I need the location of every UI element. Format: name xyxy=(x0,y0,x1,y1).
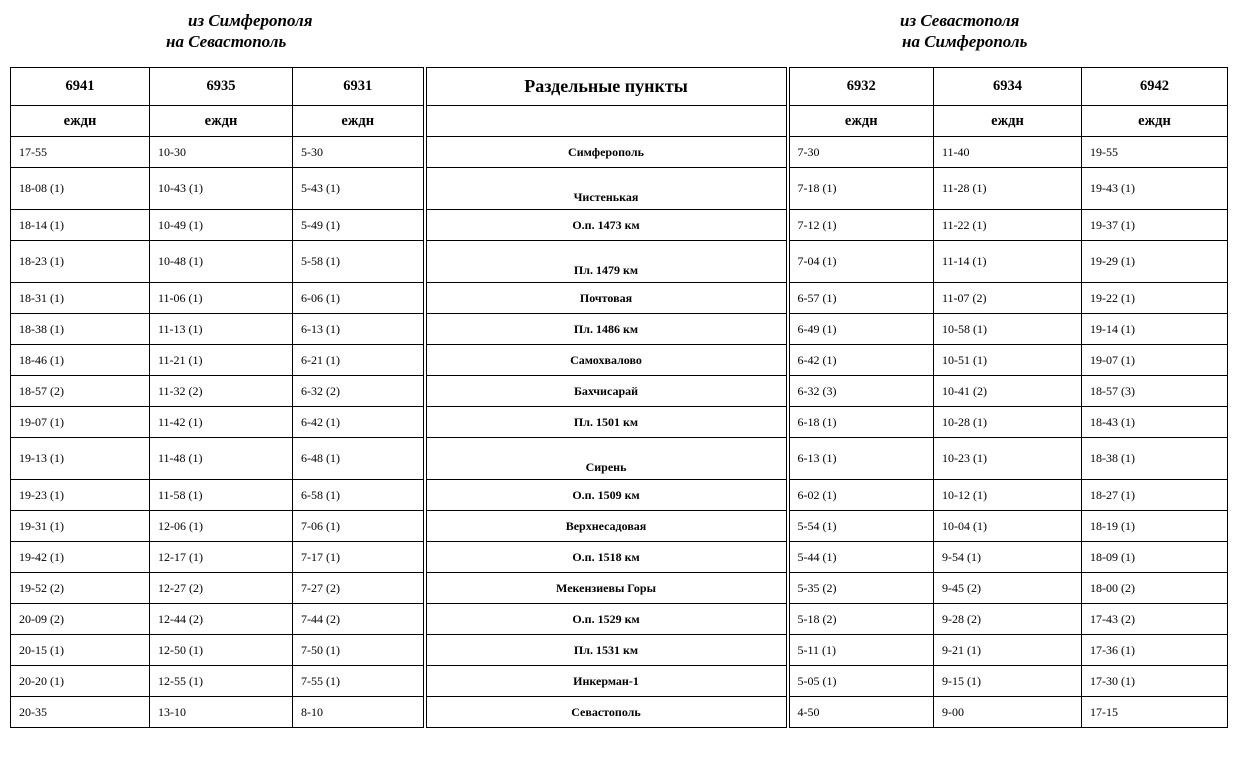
time-cell-6932: 7-18 (1) xyxy=(788,168,934,210)
table-row xyxy=(11,137,1228,168)
time-cell-6934: 10-04 (1) xyxy=(934,511,1082,542)
table-row xyxy=(11,314,1228,345)
time-cell-6931: 6-32 (2) xyxy=(293,376,425,407)
time-cell-6932: 6-02 (1) xyxy=(788,480,934,511)
station-name-cell: О.п. 1509 км xyxy=(425,480,788,511)
time-cell-6935: 12-55 (1) xyxy=(150,666,293,697)
time-cell-6941: 20-35 xyxy=(11,697,150,728)
heading-from-sevastopol xyxy=(897,10,1027,52)
table-row xyxy=(11,168,1228,210)
time-cell-6934: 9-54 (1) xyxy=(934,542,1082,573)
time-cell-6941: 19-42 (1) xyxy=(11,542,150,573)
table-row xyxy=(11,604,1228,635)
train-6932-header: 6932 xyxy=(788,68,934,106)
time-cell-6931: 6-13 (1) xyxy=(293,314,425,345)
heading-right-line2: на Симферополь xyxy=(902,32,1028,51)
train-number-row xyxy=(11,68,1228,106)
station-name-cell: Сирень xyxy=(425,438,788,480)
time-cell-6941: 18-57 (2) xyxy=(11,376,150,407)
time-cell-6931: 8-10 xyxy=(293,697,425,728)
time-cell-6935: 12-17 (1) xyxy=(150,542,293,573)
time-cell-6941: 18-23 (1) xyxy=(11,241,150,283)
time-cell-6935: 11-21 (1) xyxy=(150,345,293,376)
frequency-cell: еждн xyxy=(1082,106,1228,137)
time-cell-6931: 5-58 (1) xyxy=(293,241,425,283)
time-cell-6941: 19-07 (1) xyxy=(11,407,150,438)
time-cell-6942: 17-43 (2) xyxy=(1082,604,1228,635)
station-name-cell: Чистенькая xyxy=(425,168,788,210)
station-name-cell: Бахчисарай xyxy=(425,376,788,407)
time-cell-6935: 10-30 xyxy=(150,137,293,168)
time-cell-6935: 11-32 (2) xyxy=(150,376,293,407)
heading-left-line1: из Симферополя xyxy=(188,11,313,30)
table-row xyxy=(11,376,1228,407)
table-row xyxy=(11,283,1228,314)
station-name-cell: Самохвалово xyxy=(425,345,788,376)
time-cell-6941: 18-14 (1) xyxy=(11,210,150,241)
time-cell-6935: 12-44 (2) xyxy=(150,604,293,635)
table-row xyxy=(11,666,1228,697)
heading-right-line1: из Севастополя xyxy=(900,11,1020,30)
time-cell-6942: 19-22 (1) xyxy=(1082,283,1228,314)
time-cell-6941: 19-23 (1) xyxy=(11,480,150,511)
time-cell-6931: 5-30 xyxy=(293,137,425,168)
station-name-cell: О.п. 1529 км xyxy=(425,604,788,635)
time-cell-6934: 9-45 (2) xyxy=(934,573,1082,604)
frequency-empty-cell xyxy=(425,106,788,137)
time-cell-6932: 4-50 xyxy=(788,697,934,728)
table-row xyxy=(11,438,1228,480)
time-cell-6935: 13-10 xyxy=(150,697,293,728)
time-cell-6935: 12-50 (1) xyxy=(150,635,293,666)
time-cell-6934: 10-51 (1) xyxy=(934,345,1082,376)
time-cell-6931: 7-17 (1) xyxy=(293,542,425,573)
time-cell-6934: 11-22 (1) xyxy=(934,210,1082,241)
time-cell-6932: 6-42 (1) xyxy=(788,345,934,376)
time-cell-6941: 18-31 (1) xyxy=(11,283,150,314)
time-cell-6931: 7-06 (1) xyxy=(293,511,425,542)
station-name-cell: О.п. 1473 км xyxy=(425,210,788,241)
time-cell-6931: 6-58 (1) xyxy=(293,480,425,511)
heading-left-line2: на Севастополь xyxy=(166,32,287,51)
time-cell-6941: 19-13 (1) xyxy=(11,438,150,480)
time-cell-6931: 6-42 (1) xyxy=(293,407,425,438)
station-name-cell: Мекензиевы Горы xyxy=(425,573,788,604)
table-row xyxy=(11,241,1228,283)
time-cell-6932: 6-57 (1) xyxy=(788,283,934,314)
time-cell-6935: 12-27 (2) xyxy=(150,573,293,604)
table-row xyxy=(11,697,1228,728)
frequency-cell: еждн xyxy=(293,106,425,137)
table-row xyxy=(11,635,1228,666)
time-cell-6942: 18-38 (1) xyxy=(1082,438,1228,480)
time-cell-6931: 7-55 (1) xyxy=(293,666,425,697)
time-cell-6934: 11-07 (2) xyxy=(934,283,1082,314)
station-name-cell: Симферополь xyxy=(425,137,788,168)
time-cell-6942: 19-55 xyxy=(1082,137,1228,168)
time-cell-6941: 19-52 (2) xyxy=(11,573,150,604)
time-cell-6935: 11-06 (1) xyxy=(150,283,293,314)
time-cell-6934: 11-40 xyxy=(934,137,1082,168)
time-cell-6942: 18-09 (1) xyxy=(1082,542,1228,573)
train-6931-header: 6931 xyxy=(293,68,425,106)
time-cell-6934: 9-28 (2) xyxy=(934,604,1082,635)
time-cell-6941: 18-08 (1) xyxy=(11,168,150,210)
time-cell-6931: 6-48 (1) xyxy=(293,438,425,480)
station-name-cell: Пл. 1479 км xyxy=(425,241,788,283)
time-cell-6934: 10-12 (1) xyxy=(934,480,1082,511)
time-cell-6942: 18-00 (2) xyxy=(1082,573,1228,604)
train-6942-header: 6942 xyxy=(1082,68,1228,106)
time-cell-6932: 5-05 (1) xyxy=(788,666,934,697)
station-name-cell: О.п. 1518 км xyxy=(425,542,788,573)
frequency-row xyxy=(11,106,1228,137)
time-cell-6941: 18-46 (1) xyxy=(11,345,150,376)
time-cell-6932: 6-32 (3) xyxy=(788,376,934,407)
time-cell-6932: 6-13 (1) xyxy=(788,438,934,480)
time-cell-6942: 18-27 (1) xyxy=(1082,480,1228,511)
time-cell-6931: 5-43 (1) xyxy=(293,168,425,210)
table-row xyxy=(11,210,1228,241)
time-cell-6931: 6-06 (1) xyxy=(293,283,425,314)
station-name-cell: Пл. 1531 км xyxy=(425,635,788,666)
time-cell-6942: 18-57 (3) xyxy=(1082,376,1228,407)
time-cell-6932: 7-04 (1) xyxy=(788,241,934,283)
time-cell-6935: 10-43 (1) xyxy=(150,168,293,210)
time-cell-6932: 5-35 (2) xyxy=(788,573,934,604)
frequency-cell: еждн xyxy=(934,106,1082,137)
time-cell-6934: 11-14 (1) xyxy=(934,241,1082,283)
station-name-cell: Верхнесадовая xyxy=(425,511,788,542)
time-cell-6942: 18-43 (1) xyxy=(1082,407,1228,438)
time-cell-6932: 5-54 (1) xyxy=(788,511,934,542)
station-name-cell: Пл. 1486 км xyxy=(425,314,788,345)
frequency-cell: еждн xyxy=(11,106,150,137)
time-cell-6934: 10-23 (1) xyxy=(934,438,1082,480)
train-6935-header: 6935 xyxy=(150,68,293,106)
time-cell-6942: 19-14 (1) xyxy=(1082,314,1228,345)
time-cell-6931: 6-21 (1) xyxy=(293,345,425,376)
time-cell-6942: 17-36 (1) xyxy=(1082,635,1228,666)
time-cell-6932: 6-18 (1) xyxy=(788,407,934,438)
time-cell-6935: 11-48 (1) xyxy=(150,438,293,480)
station-name-cell: Севастополь xyxy=(425,697,788,728)
time-cell-6941: 18-38 (1) xyxy=(11,314,150,345)
time-cell-6942: 17-15 xyxy=(1082,697,1228,728)
time-cell-6932: 6-49 (1) xyxy=(788,314,934,345)
time-cell-6942: 17-30 (1) xyxy=(1082,666,1228,697)
table-row xyxy=(11,407,1228,438)
time-cell-6942: 18-19 (1) xyxy=(1082,511,1228,542)
time-cell-6931: 5-49 (1) xyxy=(293,210,425,241)
time-cell-6942: 19-43 (1) xyxy=(1082,168,1228,210)
table-row xyxy=(11,480,1228,511)
time-cell-6935: 11-13 (1) xyxy=(150,314,293,345)
time-cell-6935: 12-06 (1) xyxy=(150,511,293,542)
timetable xyxy=(10,67,1228,728)
time-cell-6935: 11-58 (1) xyxy=(150,480,293,511)
table-row xyxy=(11,511,1228,542)
time-cell-6932: 5-44 (1) xyxy=(788,542,934,573)
time-cell-6932: 7-12 (1) xyxy=(788,210,934,241)
time-cell-6934: 9-21 (1) xyxy=(934,635,1082,666)
time-cell-6934: 10-58 (1) xyxy=(934,314,1082,345)
table-row xyxy=(11,345,1228,376)
time-cell-6942: 19-29 (1) xyxy=(1082,241,1228,283)
train-6934-header: 6934 xyxy=(934,68,1082,106)
station-name-cell: Почтовая xyxy=(425,283,788,314)
time-cell-6941: 20-09 (2) xyxy=(11,604,150,635)
time-cell-6942: 19-37 (1) xyxy=(1082,210,1228,241)
time-cell-6931: 7-50 (1) xyxy=(293,635,425,666)
train-6941-header: 6941 xyxy=(11,68,150,106)
table-row xyxy=(11,542,1228,573)
time-cell-6935: 10-48 (1) xyxy=(150,241,293,283)
time-cell-6935: 11-42 (1) xyxy=(150,407,293,438)
time-cell-6935: 10-49 (1) xyxy=(150,210,293,241)
time-cell-6932: 7-30 xyxy=(788,137,934,168)
heading-from-simferopol xyxy=(166,10,313,52)
time-cell-6932: 5-18 (2) xyxy=(788,604,934,635)
time-cell-6941: 20-20 (1) xyxy=(11,666,150,697)
time-cell-6934: 11-28 (1) xyxy=(934,168,1082,210)
table-row xyxy=(11,573,1228,604)
frequency-cell: еждн xyxy=(150,106,293,137)
time-cell-6934: 10-41 (2) xyxy=(934,376,1082,407)
time-cell-6932: 5-11 (1) xyxy=(788,635,934,666)
time-cell-6941: 17-55 xyxy=(11,137,150,168)
station-name-cell: Пл. 1501 км xyxy=(425,407,788,438)
time-cell-6934: 9-15 (1) xyxy=(934,666,1082,697)
time-cell-6931: 7-44 (2) xyxy=(293,604,425,635)
time-cell-6934: 9-00 xyxy=(934,697,1082,728)
station-column-header: Раздельные пункты xyxy=(425,68,788,106)
station-name-cell: Инкерман-1 xyxy=(425,666,788,697)
time-cell-6934: 10-28 (1) xyxy=(934,407,1082,438)
frequency-cell: еждн xyxy=(788,106,934,137)
time-cell-6941: 19-31 (1) xyxy=(11,511,150,542)
time-cell-6931: 7-27 (2) xyxy=(293,573,425,604)
time-cell-6942: 19-07 (1) xyxy=(1082,345,1228,376)
time-cell-6941: 20-15 (1) xyxy=(11,635,150,666)
